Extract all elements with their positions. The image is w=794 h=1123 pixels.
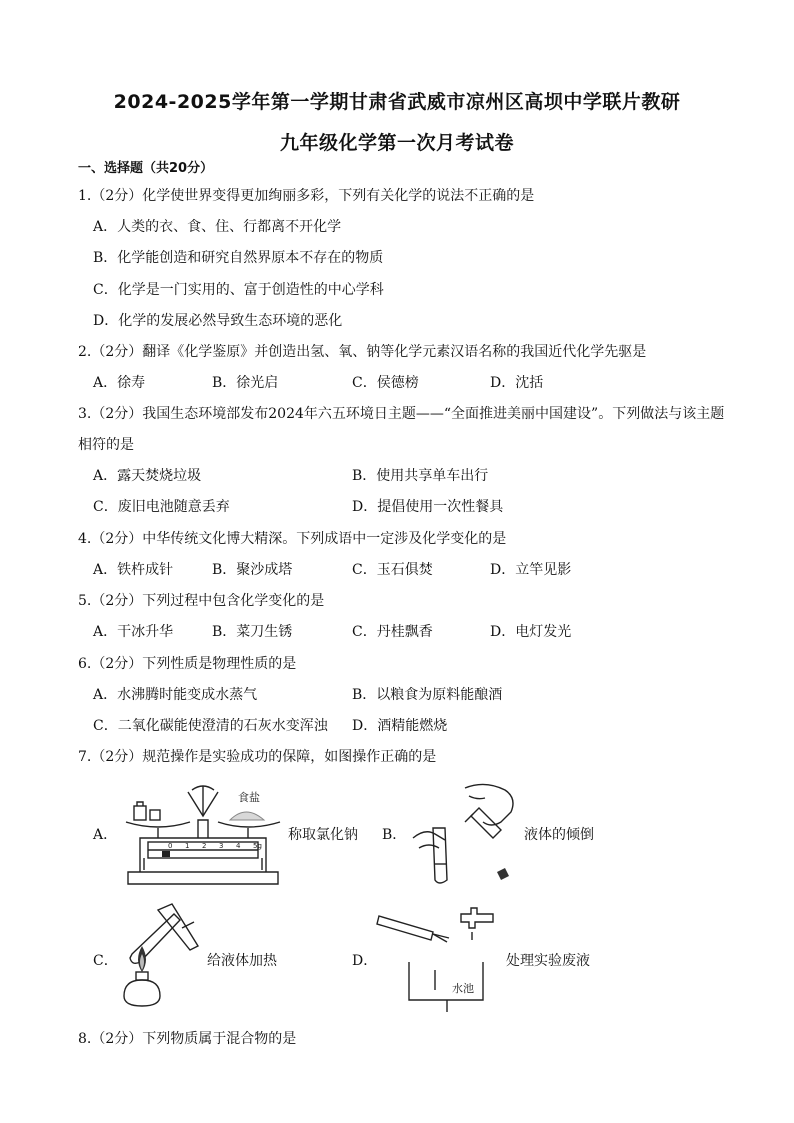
figure-b-letter: B． xyxy=(382,827,407,843)
question-6-option-b: B．以粮食为原料能酿酒 xyxy=(352,687,503,703)
question-6-option-d: D．酒精能燃烧 xyxy=(352,718,448,734)
question-5-option-a: A．干冰升华 xyxy=(93,624,174,640)
figure-d-caption: 处理实验废液 xyxy=(506,953,590,969)
question-3-option-c: C．废旧电池随意丢弃 xyxy=(93,499,230,515)
question-5-option-c: C．丹桂飘香 xyxy=(352,624,433,640)
question-4-option-a: A．铁杵成针 xyxy=(93,562,174,578)
question-3-stem: 3.（2分）我国生态环境部发布2024年六五环境日主题——“全面推进美丽中国建设”。下列做法与该主题 xyxy=(78,406,725,422)
question-1-stem: 1.（2分）化学使世界变得更加绚丽多彩，下列有关化学的说法不正确的是 xyxy=(78,188,535,204)
scale-tick-label: 3 xyxy=(219,842,224,850)
balance-icon xyxy=(118,772,288,890)
question-6-option-c: C．二氧化碳能使澄清的石灰水变浑浊 xyxy=(93,718,328,734)
section-heading: 一、选择题（共20分） xyxy=(78,161,214,176)
figure-d-letter: D． xyxy=(352,953,378,969)
salt-label: 食盐 xyxy=(238,791,260,804)
question-4-option-b: B．聚沙成塔 xyxy=(212,562,293,578)
question-6-option-a: A．水沸腾时能变成水蒸气 xyxy=(93,687,258,703)
question-5-stem: 5.（2分）下列过程中包含化学变化的是 xyxy=(78,593,325,609)
question-8-stem: 8.（2分）下列物质属于混合物的是 xyxy=(78,1031,297,1047)
question-5-option-b: B．菜刀生锈 xyxy=(212,624,293,640)
question-1-option-d: D．化学的发展必然导致生态环境的恶化 xyxy=(93,313,343,329)
figure-b-caption: 液体的倾倒 xyxy=(524,827,594,843)
question-5-option-d: D．电灯发光 xyxy=(490,624,572,640)
question-3-stem-cont: 相符的是 xyxy=(78,437,134,453)
question-2-option-b: B．徐光启 xyxy=(212,375,279,391)
question-1-option-c: C．化学是一门实用的、富于创造性的中心学科 xyxy=(93,282,384,298)
page-subtitle: 九年级化学第一次月考试卷 xyxy=(279,132,514,154)
page-title: 2024-2025学年第一学期甘肃省武威市凉州区高坝中学联片教研 xyxy=(113,91,681,113)
figure-a-caption: 称取氯化钠 xyxy=(288,827,358,843)
question-2-option-a: A．徐寿 xyxy=(93,375,146,391)
question-7-stem: 7.（2分）规范操作是实验成功的保障，如图操作正确的是 xyxy=(78,749,437,765)
figure-a-letter: A． xyxy=(93,827,118,843)
question-2-option-d: D．沈括 xyxy=(490,375,544,391)
scale-tick-label: 4 xyxy=(236,842,241,850)
question-6-stem: 6.（2分）下列性质是物理性质的是 xyxy=(78,656,297,672)
scale-tick-label: 5g xyxy=(253,842,262,850)
scale-tick-label: 2 xyxy=(202,842,207,850)
question-4-option-d: D．立竿见影 xyxy=(490,562,572,578)
sink-label: 水池 xyxy=(452,982,474,995)
question-1-option-a: A．人类的衣、食、住、行都离不开化学 xyxy=(93,219,342,235)
question-2-stem: 2.（2分）翻译《化学鉴原》并创造出氢、氧、钠等化学元素汉语名称的我国近代化学先驱是 xyxy=(78,344,647,360)
question-2-option-c: C．侯德榜 xyxy=(352,375,419,391)
question-3-option-a: A．露天焚烧垃圾 xyxy=(93,468,202,484)
question-3-option-d: D．提倡使用一次性餐具 xyxy=(352,499,504,515)
sink-icon xyxy=(375,900,505,1016)
scale-tick-label: 0 xyxy=(168,842,173,850)
scale-tick-label: 1 xyxy=(185,842,190,850)
question-4-option-c: C．玉石俱焚 xyxy=(352,562,433,578)
figure-c-letter: C． xyxy=(93,953,118,969)
question-4-stem: 4.（2分）中华传统文化博大精深。下列成语中一定涉及化学变化的是 xyxy=(78,531,507,547)
question-1-option-b: B．化学能创造和研究自然界原本不存在的物质 xyxy=(93,250,384,266)
pouring-icon xyxy=(405,778,525,888)
heating-icon xyxy=(118,898,208,1012)
figure-c-caption: 给液体加热 xyxy=(207,953,277,969)
question-3-option-b: B．使用共享单车出行 xyxy=(352,468,489,484)
